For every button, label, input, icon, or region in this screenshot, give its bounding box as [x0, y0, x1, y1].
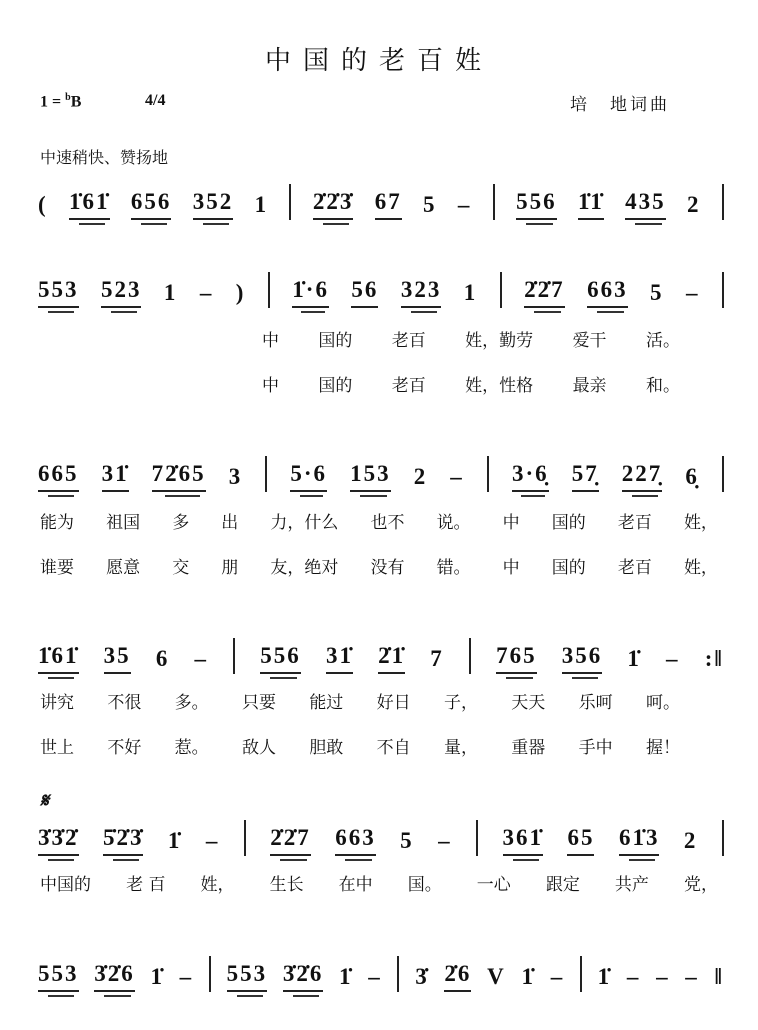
lyric-word: 党，	[683, 875, 718, 895]
lyric-word: 国的	[551, 513, 586, 533]
note-group: 5̇2̇3̇	[103, 823, 144, 856]
lyric-word: 国的	[551, 558, 586, 578]
lyric-word: 老百	[391, 331, 426, 351]
note-group: 1	[254, 192, 269, 217]
lyric-word: 天天	[511, 693, 546, 713]
note-group: 57̣	[572, 459, 599, 492]
lyric-word: 讲究	[40, 693, 74, 713]
note-group: 35	[104, 641, 131, 674]
barline	[722, 272, 724, 308]
tempo-marking: 中速稍快、赞扬地	[40, 148, 169, 167]
barline	[265, 456, 267, 492]
key-note: B	[70, 93, 82, 111]
note-group: 1̇61̇	[69, 187, 110, 220]
lyric-word: 最亲	[572, 376, 607, 396]
note-group: 6	[155, 646, 170, 671]
note-group: 3̇	[415, 964, 429, 989]
note-group: ‖	[714, 964, 724, 989]
notation-system	[38, 952, 724, 992]
barline	[268, 272, 270, 308]
note-group: 665	[38, 459, 79, 492]
notation-system	[38, 180, 724, 220]
barline	[397, 956, 399, 992]
lyric-word: 朋	[221, 558, 239, 578]
note-group: 356	[562, 641, 603, 674]
note-group: 1̇	[597, 964, 612, 989]
barline	[289, 184, 291, 220]
lyric-word: 惹。	[174, 738, 209, 758]
lyric-line	[262, 326, 680, 351]
lyric-line	[40, 870, 718, 895]
lyric-word: 力，什么	[270, 513, 339, 533]
note-group: –	[666, 646, 680, 671]
lyric-word: 多。	[174, 693, 209, 713]
note-group: –	[626, 964, 641, 989]
lyric-word: 老百	[617, 558, 652, 578]
barline	[476, 820, 478, 856]
lyric-word: 谁要	[40, 558, 74, 578]
flat-sign: b	[65, 92, 71, 103]
lyric-word: 重器	[511, 738, 546, 758]
note-group: 1̇	[339, 964, 353, 989]
notation-system	[38, 452, 724, 492]
note-group: 556	[516, 187, 557, 220]
note-group: 2	[683, 828, 698, 853]
lyric-word: 中	[262, 376, 279, 396]
note-group: 1̇	[627, 646, 641, 671]
note-group: –	[205, 828, 220, 853]
lyric-word: 姓，	[683, 558, 718, 578]
note-group: 553	[227, 959, 268, 992]
note-group: :‖	[704, 646, 724, 671]
note-group: 2̇2̇7	[270, 823, 311, 856]
note-group: 2̇2̇7	[524, 275, 565, 308]
lyric-word: 姓，性格	[465, 376, 534, 396]
note-group: 67	[375, 187, 402, 220]
lyric-word: 握！	[645, 738, 680, 758]
lyric-word: 世上	[40, 738, 74, 758]
segno-sign: 𝄋	[40, 788, 49, 812]
note-group: –	[194, 646, 208, 671]
note-group: 5	[423, 192, 437, 217]
note-group: 2̇6	[444, 959, 471, 992]
note-group: –	[550, 964, 565, 989]
note-group: 31̇	[102, 459, 129, 492]
note-group: –	[438, 828, 452, 853]
note-group: –	[450, 464, 464, 489]
note-group: 61̇3	[619, 823, 660, 856]
note-group: 656	[131, 187, 172, 220]
lyric-word: 国。	[407, 875, 442, 895]
note-group: 1̇61̇	[38, 641, 79, 674]
barline	[722, 456, 724, 492]
lyric-word: 爱干	[572, 331, 607, 351]
note-group: 5	[400, 828, 414, 853]
note-group: 7	[430, 646, 444, 671]
lyric-word: 没有	[370, 558, 405, 578]
note-group: –	[685, 964, 699, 989]
lyric-word: 错。	[436, 558, 471, 578]
lyric-word: 姓，	[200, 875, 235, 895]
note-group: 5·6	[290, 459, 327, 492]
note-group: (	[38, 192, 48, 217]
note-group: 6̣	[685, 464, 699, 489]
note-group: –	[457, 192, 472, 217]
note-group: 3̇2̇6	[94, 959, 135, 992]
lyric-line	[262, 371, 680, 396]
lyric-word: 在中	[338, 875, 373, 895]
key-prefix: 1 =	[40, 93, 66, 111]
lyric-word: 好日	[376, 693, 411, 713]
notation-system	[38, 268, 724, 308]
lyric-word: 共产	[614, 875, 649, 895]
lyric-word: 一心	[476, 875, 511, 895]
lyric-word: 多	[172, 513, 190, 533]
note-group: 2	[686, 192, 701, 217]
lyric-line	[40, 508, 718, 533]
note-group: 361̇	[503, 823, 544, 856]
note-group: 3̇3̇2̇	[38, 823, 79, 856]
lyric-word: 交	[172, 558, 190, 578]
lyric-line	[40, 553, 718, 578]
lyric-word: 不自	[376, 738, 411, 758]
barline	[722, 820, 724, 856]
barline	[487, 456, 489, 492]
lyric-word: 呵。	[645, 693, 680, 713]
lyric-word: 国的	[318, 331, 353, 351]
note-group: 227̣	[622, 459, 663, 492]
composer-credit: 培 地词曲	[570, 95, 670, 115]
lyric-word: 能过	[309, 693, 344, 713]
lyric-word: 说。	[436, 513, 471, 533]
notation-system	[38, 816, 724, 856]
lyric-word: 姓，勤劳	[465, 331, 534, 351]
note-group: 1̇	[167, 828, 182, 853]
note-group: )	[235, 280, 246, 305]
barline	[722, 184, 724, 220]
lyric-word: 国的	[318, 376, 353, 396]
lyric-word: 不很	[107, 693, 142, 713]
note-group: 435	[625, 187, 666, 220]
note-group: 31̇	[326, 641, 353, 674]
lyric-word: 和。	[645, 376, 680, 396]
note-group: 553	[38, 959, 79, 992]
lyric-word: 子，	[443, 693, 478, 713]
note-group: 3	[228, 464, 243, 489]
lyric-word: 敌人	[241, 738, 276, 758]
barline	[500, 272, 502, 308]
note-group: 1	[163, 280, 178, 305]
lyric-word: 生长	[269, 875, 304, 895]
lyric-word: 不好	[107, 738, 142, 758]
lyric-word: 祖国	[106, 513, 141, 533]
note-group: –	[199, 280, 214, 305]
note-group: 663	[335, 823, 376, 856]
barline	[209, 956, 211, 992]
lyric-word: 老百	[617, 513, 652, 533]
note-group: 2̇2̇3̇	[313, 187, 354, 220]
notation-system	[38, 634, 724, 674]
note-group: –	[368, 964, 382, 989]
time-signature: 4/4	[145, 92, 166, 109]
note-group: 5	[650, 280, 664, 305]
lyric-word: 中	[502, 558, 520, 578]
note-group: 2	[413, 464, 428, 489]
lyric-word: 量，	[443, 738, 478, 758]
note-group: 556	[260, 641, 301, 674]
barline	[233, 638, 235, 674]
lyric-word: 能为	[40, 513, 74, 533]
song-title: 中国的老百姓	[264, 46, 493, 76]
lyric-word: 乐呵	[578, 693, 613, 713]
note-group: 1̇·6	[292, 275, 329, 308]
lyric-word: 只要	[241, 693, 276, 713]
note-group: 2̇1̇	[378, 641, 405, 674]
note-group: 323	[401, 275, 442, 308]
lyric-word: 中	[262, 331, 279, 351]
lyric-word: 老 百	[126, 875, 166, 895]
barline	[469, 638, 471, 674]
note-group: 3·6̣	[512, 459, 549, 492]
lyric-word: 友，绝对	[270, 558, 339, 578]
lyric-word: 也不	[370, 513, 405, 533]
note-group: 553	[38, 275, 79, 308]
lyric-word: 活。	[645, 331, 680, 351]
lyric-word: 中	[502, 513, 520, 533]
lyric-word: 出	[221, 513, 239, 533]
barline	[493, 184, 495, 220]
note-group: 1	[463, 280, 478, 305]
note-group: 3̇2̇6	[283, 959, 324, 992]
lyric-line	[40, 688, 680, 713]
note-group: 1̇	[521, 964, 535, 989]
note-group: 72̇65	[152, 459, 206, 492]
lyric-word: 愿意	[106, 558, 141, 578]
note-group: 765	[496, 641, 537, 674]
lyric-word: 姓，	[683, 513, 718, 533]
note-group: 523	[101, 275, 142, 308]
note-group: 352	[193, 187, 234, 220]
lyric-line	[40, 733, 680, 758]
note-group: –	[685, 280, 700, 305]
lyric-word: 手中	[578, 738, 613, 758]
note-group: V	[487, 964, 506, 989]
note-group: –	[179, 964, 194, 989]
note-group: 663	[587, 275, 628, 308]
lyric-word: 中国的	[40, 875, 91, 895]
note-group: –	[656, 964, 670, 989]
key-signature	[40, 92, 81, 111]
lyric-word: 老百	[391, 376, 426, 396]
barline	[244, 820, 246, 856]
note-group: 1̇	[150, 964, 164, 989]
lyric-word: 胆敢	[309, 738, 344, 758]
barline	[580, 956, 582, 992]
note-group: 65	[567, 823, 594, 856]
note-group: 1̇1̇	[578, 187, 604, 220]
note-group: 56	[351, 275, 378, 308]
note-group: 153	[350, 459, 391, 492]
lyric-word: 跟定	[545, 875, 580, 895]
